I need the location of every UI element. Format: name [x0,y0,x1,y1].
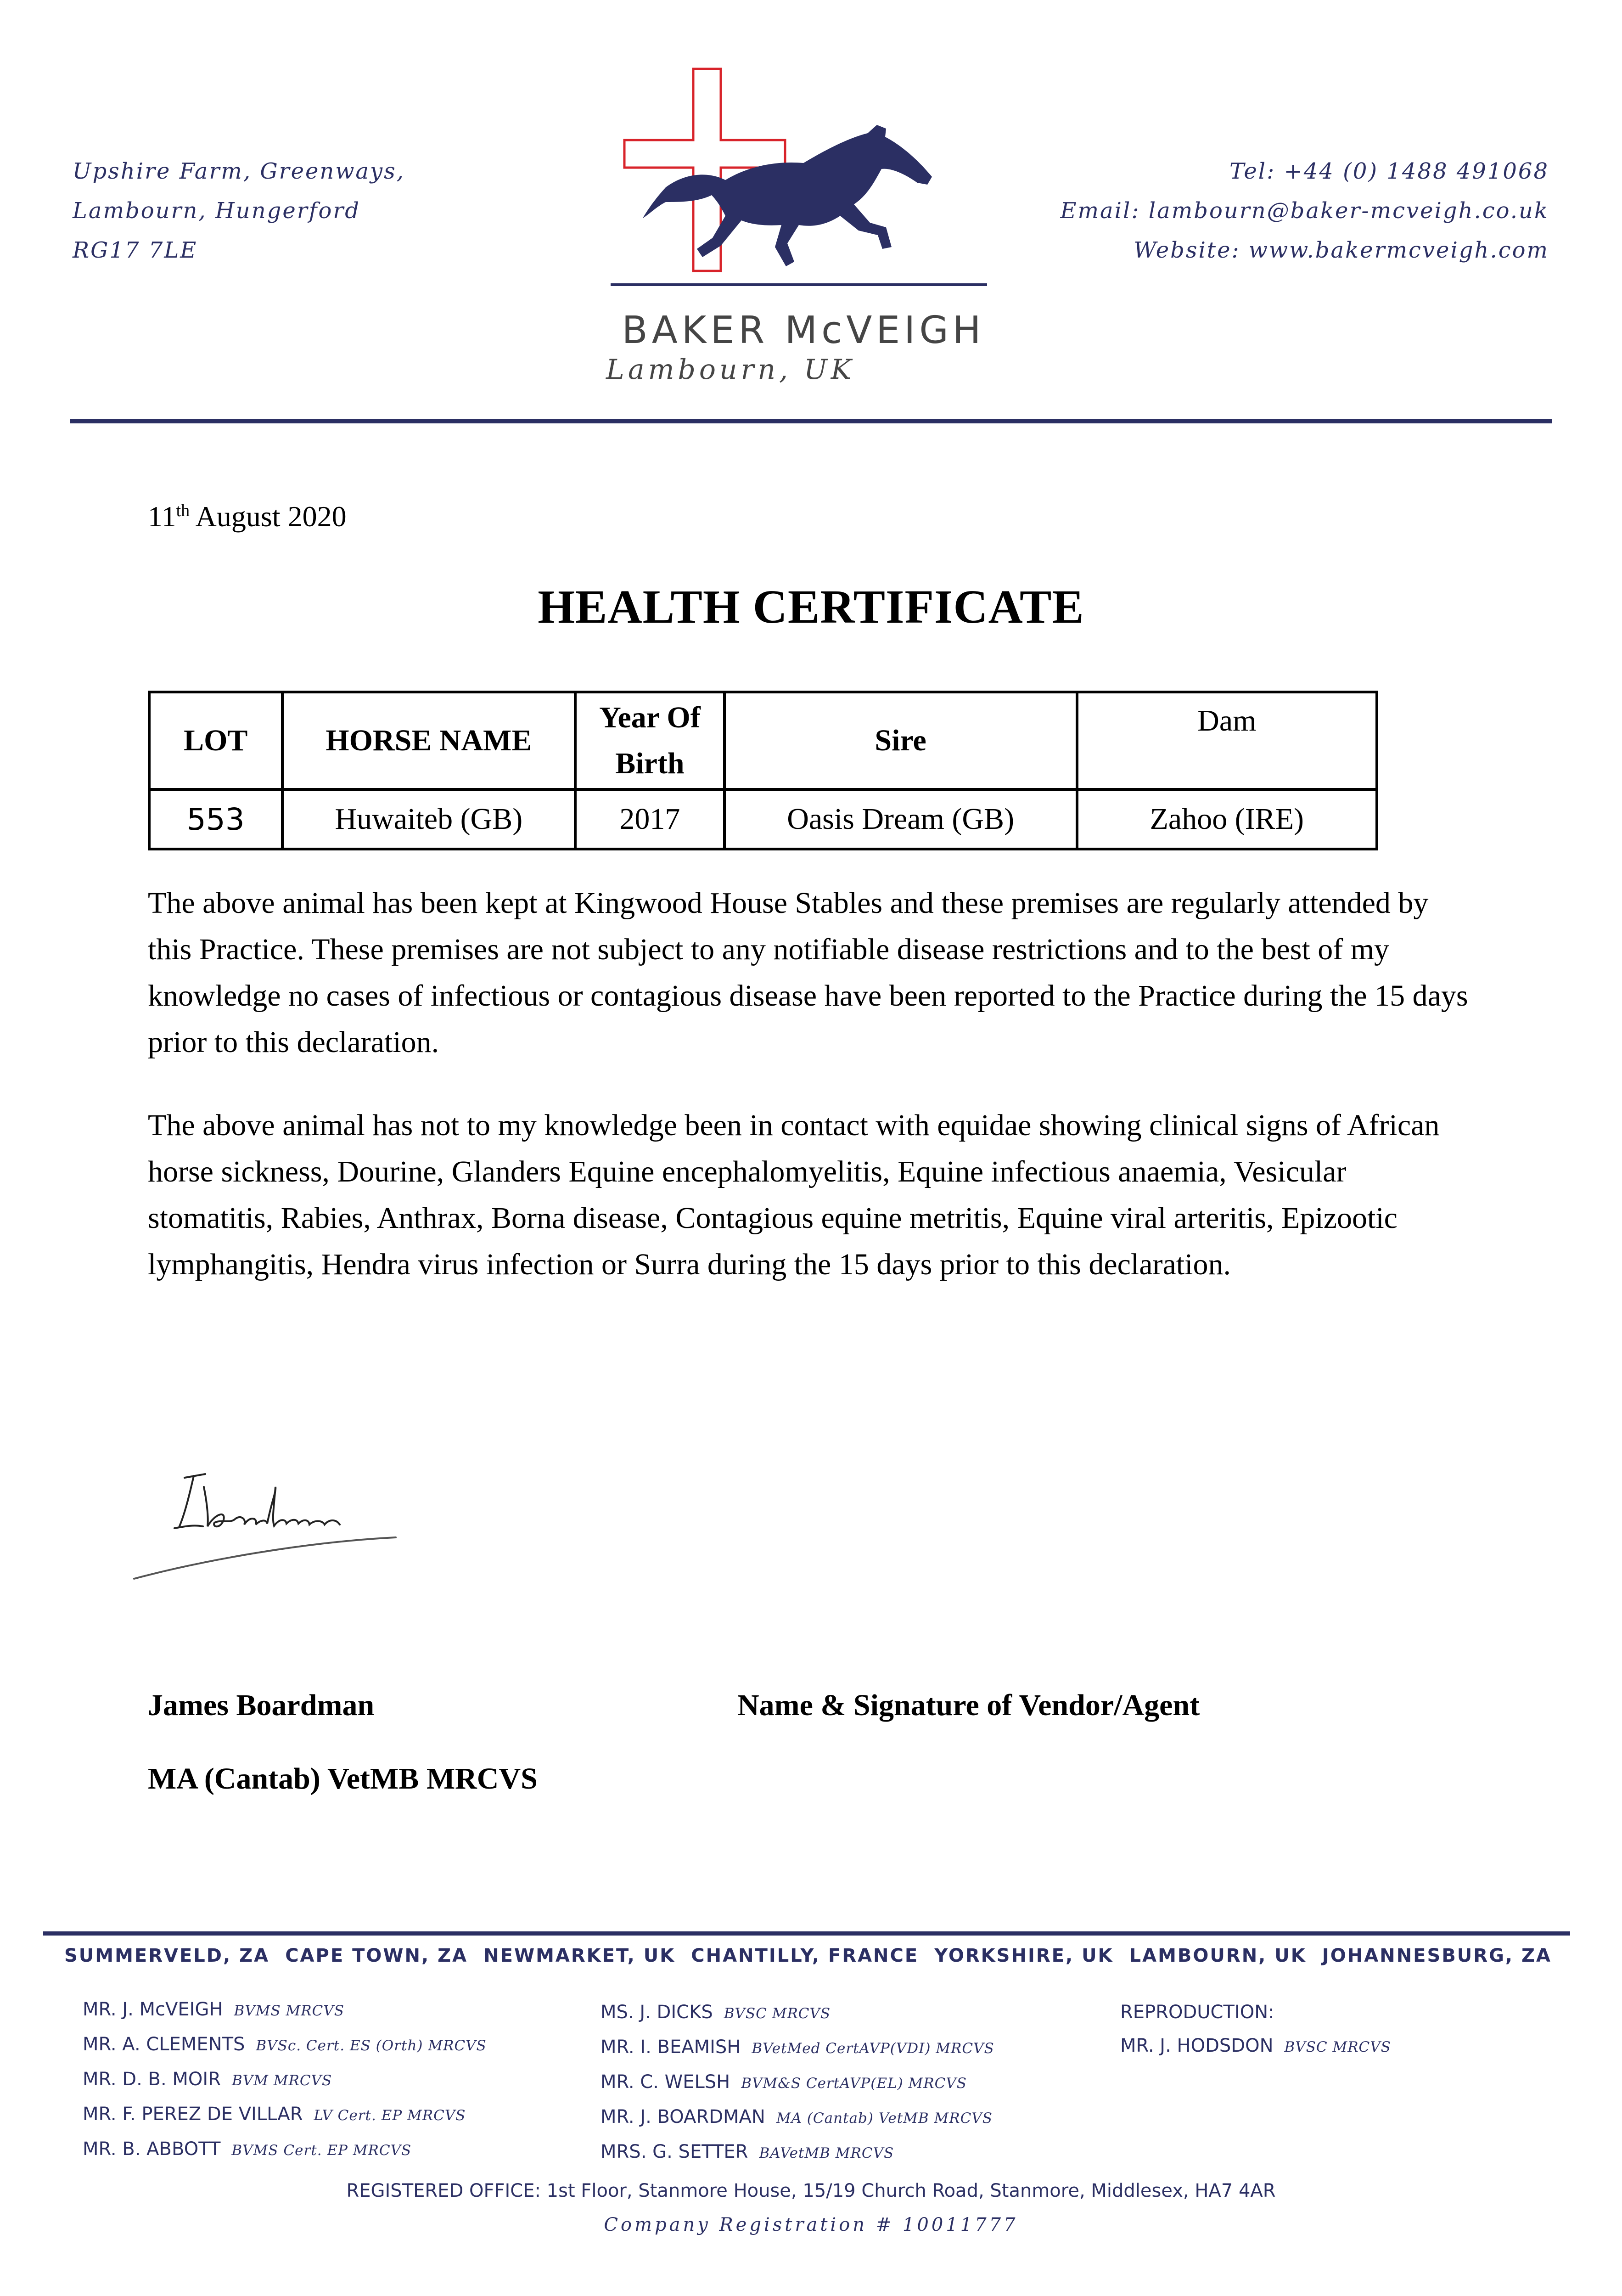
header-year-line-2: Birth [615,747,685,780]
company-registration: Company Registration # 10011777 [604,2214,1018,2235]
brand-name: BAKER McVEIGH [622,309,985,352]
registered-office: REGISTERED OFFICE: 1st Floor, Stanmore House, 15/19 Church Road, Stanmore, Middlesex, HA7 4AR [346,2180,1276,2201]
staff-quals: BVetMed CertAVP(VDI) MRCVS [752,2040,994,2057]
staff-name: MR. D. B. MOIR [83,2069,221,2090]
date-suffix: th [176,501,190,520]
cell-year: 2017 [575,789,724,849]
staff-column-2 [601,1996,994,2170]
signer-name: James Boardman [148,1688,375,1722]
header-horse-name: HORSE NAME [282,692,576,789]
horse-details-table [148,691,1378,850]
contact-phone: Tel: +44 (0) 1488 491068 [1229,158,1549,184]
staff-quals: BVMS Cert. EP MRCVS [231,2142,412,2159]
location-item: SUMMERVELD, ZA [64,1945,270,1966]
staff-entry [83,2098,487,2133]
baker-mcveigh-logo [611,64,987,289]
company-address [73,152,405,270]
staff-name: MR. J. HODSDON [1120,2035,1274,2056]
date-day: 11 [148,500,176,533]
reproduction-heading: REPRODUCTION: [1120,2002,1274,2023]
staff-name: MRS. G. SETTER [601,2141,748,2162]
header-dam: Dam [1077,692,1377,789]
staff-quals: BVSC MRCVS [1284,2039,1391,2055]
certificate-date [148,500,347,534]
staff-quals: BVM&S CertAVP(EL) MRCVS [741,2075,967,2092]
table-header-row [149,692,1377,789]
disease-contact-statement: The above animal has not to my knowledge been in contact with equidae showing clinical signs of African horse sickness, Dourine, Glanders Equine encephalomyelitis, Equine infectious anaemia, Vesicular stomatitis, Rabies, Anthrax, Borna disease, Contagious equine metritis, Equine viral arteritis, Epizootic lymphangitis, Hendra virus infection or Surra during the 15 days prior to this declaration. [148,1109,1440,1281]
contact-email: Email: lambourn@baker-mcveigh.co.uk [1060,198,1549,224]
cell-sire: Oasis Dream (GB) [724,789,1077,849]
staff-name: MR. C. WELSH [601,2071,730,2093]
company-contact [1060,152,1549,270]
signer-qualifications: MA (Cantab) VetMB MRCVS [148,1762,538,1795]
staff-name: MR. I. BEAMISH [601,2037,741,2058]
staff-name: MR. J. McVEIGH [83,1999,223,2020]
staff-quals: BVSC MRCVS [724,2005,831,2022]
cell-dam: Zahoo (IRE) [1077,789,1377,849]
staff-name: MR. B. ABBOTT [83,2138,221,2160]
staff-entry [601,2031,994,2065]
staff-entry [1120,2029,1391,2064]
location-item: CAPE TOWN, ZA [285,1945,468,1966]
staff-entry [83,2063,487,2098]
staff-column-3 [1120,1996,1391,2064]
location-item: CHANTILLY, FRANCE [691,1945,919,1966]
galloping-horse-icon [643,125,932,266]
footer-divider [43,1931,1570,1936]
header-sire: Sire [724,692,1077,789]
location-item: LAMBOURN, UK [1129,1945,1307,1966]
staff-entry [601,1996,994,2031]
address-line-3: RG17 7LE [73,237,198,263]
staff-name: MR. F. PEREZ DE VILLAR [83,2104,303,2125]
cell-horse-name: Huwaiteb (GB) [282,789,576,849]
address-line-1: Upshire Farm, Greenways, [73,158,405,184]
cell-lot: 553 [149,789,282,849]
table-row [149,789,1377,849]
location-item: YORKSHIRE, UK [934,1945,1114,1966]
staff-quals: BVSc. Cert. ES (Orth) MRCVS [256,2037,487,2054]
office-locations [64,1945,1552,1966]
address-line-2: Lambourn, Hungerford [73,198,361,224]
staff-entry [83,1993,487,2028]
location-item: NEWMARKET, UK [483,1945,676,1966]
staff-entry [83,2133,487,2167]
staff-quals: LV Cert. EP MRCVS [314,2107,466,2124]
premises-statement: The above animal has been kept at Kingwood House Stables and these premises are regularly attended by this Practice. These premises are not subject to any notifiable disease restrictions and to the best of my knowledge no cases of infectious or contagious disease have been reported to the Practice during the 15 days prior to this declaration. [148,886,1468,1059]
header-year-of-birth [575,692,724,789]
staff-column-1 [83,1993,487,2167]
header-divider [70,419,1552,423]
header-year-line-1: Year Of [599,701,701,734]
staff-name: MR. A. CLEMENTS [83,2034,245,2055]
brand-location: Lambourn, UK [606,354,855,386]
staff-quals: BVM MRCVS [232,2072,332,2089]
staff-entry [83,2028,487,2063]
location-item: JOHANNESBURG, ZA [1322,1945,1552,1966]
staff-quals: MA (Cantab) VetMB MRCVS [776,2110,993,2127]
date-month-year: August 2020 [190,500,347,533]
header-lot: LOT [149,692,282,789]
staff-name: MR. J. BOARDMAN [601,2106,765,2127]
staff-entry [601,2065,994,2100]
staff-quals: BVMS MRCVS [234,2003,344,2019]
document-title: HEALTH CERTIFICATE [538,580,1084,633]
staff-quals: BAVetMB MRCVS [759,2145,894,2161]
vendor-signature-label: Name & Signature of Vendor/Agent [737,1688,1200,1722]
staff-entry [601,2135,994,2170]
handwritten-signature [120,1446,405,1583]
staff-entry [601,2100,994,2135]
staff-name: MS. J. DICKS [601,2002,713,2023]
contact-website: Website: www.bakermcveigh.com [1134,237,1549,263]
